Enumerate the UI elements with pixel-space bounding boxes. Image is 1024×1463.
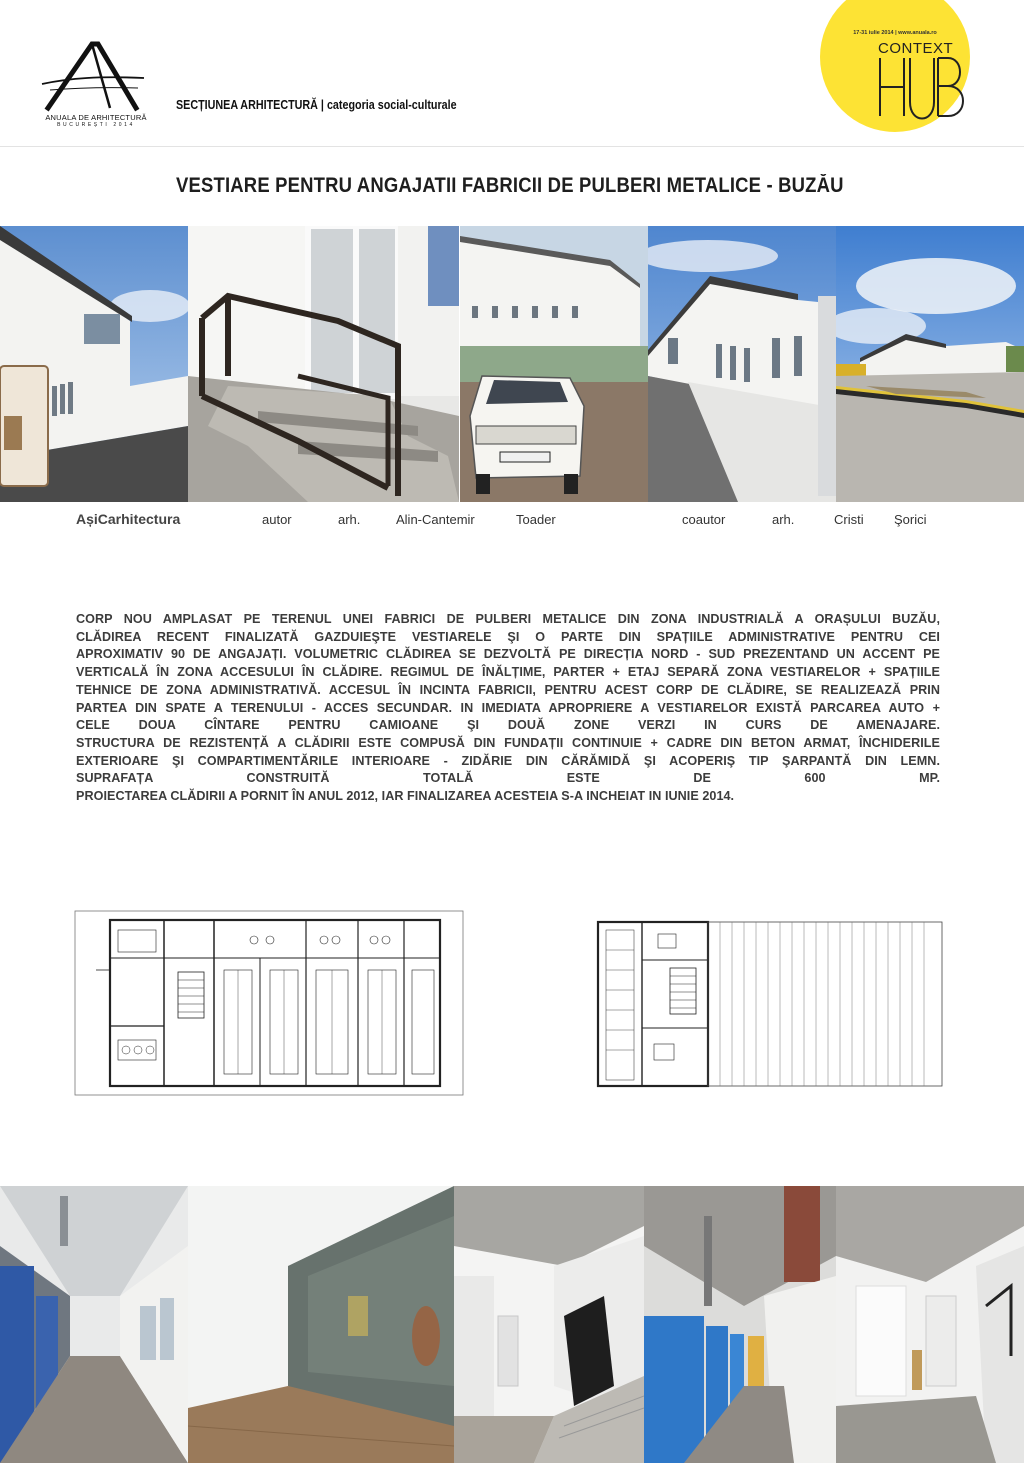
context-hub-badge [820,0,970,132]
header-divider [0,146,1024,147]
description-line: TEHNICE DE ZONA ADMINISTRATIVĂ. ACCESUL ÎN INCINTA FABRICII, PENTRU ACEST CORP DE CLĂDIRE, SE REALIZEAZĂ PRIN [76,682,940,697]
page-title: VESTIARE PENTRU ANGAJATII FABRICII DE PULBERI METALICE - BUZĂU [176,174,844,197]
firm-name: AșiCarhitectura [76,511,181,527]
description-line: SUPRAFAȚA CONSTRUITĂ TOTALĂ ESTE DE 600 MP. [76,771,940,786]
exterior-photo-white-car [460,226,648,502]
description-line: VERTICALĂ ÎN ZONA ACCESULUI ÎN CLĂDIRE. REGIMUL DE ÎNĂLȚIME, PARTER + ETAJ SEPARĂ ZONA VESTIARELOR + SPAȚIILE [76,665,940,680]
section-name: SECȚIUNEA ARHITECTURĂ [176,98,318,112]
hub-letters-icon [876,54,968,132]
exterior-photo-white-building-caravan [0,226,188,502]
first-floor-plan [594,920,946,1088]
autor-title: arh. [338,512,361,527]
description-line: STRUCTURA DE REZISTENȚĂ A CLĂDIRII ESTE COMPUSĂ DIN FUNDAȚII CONTINUIE + CADRE DIN BETON ARMAT, ÎNCHIDERILE [76,735,940,750]
description-line: CELE DOUA CÎNTARE PENTRU CAMIOANE ŞI DOUĂ ZONE VERZI IN CURS DE AMENAJARE. [76,718,940,733]
coautor-last-name: Şorici [894,512,927,527]
interior-photo-stairwell [454,1186,644,1463]
autor-last-name: Toader [516,512,556,527]
exterior-photo-entrance-stairs-railing [188,226,459,502]
project-description [76,611,940,806]
autor-label: autor [262,512,292,527]
section-separator: | [320,98,324,112]
coautor-title: arh. [772,512,795,527]
ground-floor-plan [74,910,464,1096]
coautor-label: coautor [682,512,726,527]
description-line: PARTEA DIN SPATE A TERENULUI - ACCES SECUNDAR. IN IMEDIATA APROPRIERE A VESTIARELOR EXISTĂ PARCAREA AUTO + [76,700,940,715]
description-line: CORP NOU AMPLASAT PE TERENUL UNEI FABRICI DE PULBERI METALICE DIN ZONA INDUSTRIALĂ A ORAȘULUI BUZĂU, [76,612,940,626]
interior-photo-glass-partition [188,1186,454,1463]
credits-row [76,512,940,532]
description-line: EXTERIOARE ŞI COMPARTIMENTĂRILE INTERIOARE - ZIDĂRIE DIN CĂRĂMIDĂ ŞI ACOPERIŞ TIP ŞARPANTĂ DIN LEMN. [76,753,940,768]
hub-context-word: CONTEXT [878,40,954,57]
logo-subtitle: BUCUREȘTI 2014 [57,122,135,128]
logo-title: ANUALA DE ARHITECTURĂ [45,113,147,122]
exterior-photo-parking-area [836,226,1024,502]
interior-photo-open-hall [836,1186,1024,1463]
description-line: CLĂDIREA RECENT FINALIZATĂ GAZDUIEŞTE VESTIARELE ŞI O PARTE DIN SPAȚIILE ADMINISTRATIVE PENTRU CEI [76,629,940,644]
category-name: categoria social-culturale [326,98,457,112]
coautor-first-name: Cristi [834,512,864,527]
section-category-label [176,98,457,112]
autor-first-name: Alin-Cantemir [396,512,475,527]
interior-photo-locker-corridor [0,1186,188,1463]
exterior-photo-side-facade [648,226,836,502]
logo-a-mark-icon [40,38,150,116]
hub-dates: 17-31 iulie 2014 | www.anuala.ro [853,30,937,36]
description-line: PROIECTAREA CLĂDIRII A PORNIT ÎN ANUL 2012, IAR FINALIZAREA ACESTEIA S-A INCHEIAT IN IUNIE 2014. [76,789,735,804]
description-line: APROXIMATIV 90 DE ANGAJAȚI. VOLUMETRIC CLĂDIREA SE DEZVOLTĂ PE DIRECȚIA NORD - SUD PREZENTAND UN ACCENT PE [76,647,940,662]
interior-photo-blue-lockers [644,1186,836,1463]
